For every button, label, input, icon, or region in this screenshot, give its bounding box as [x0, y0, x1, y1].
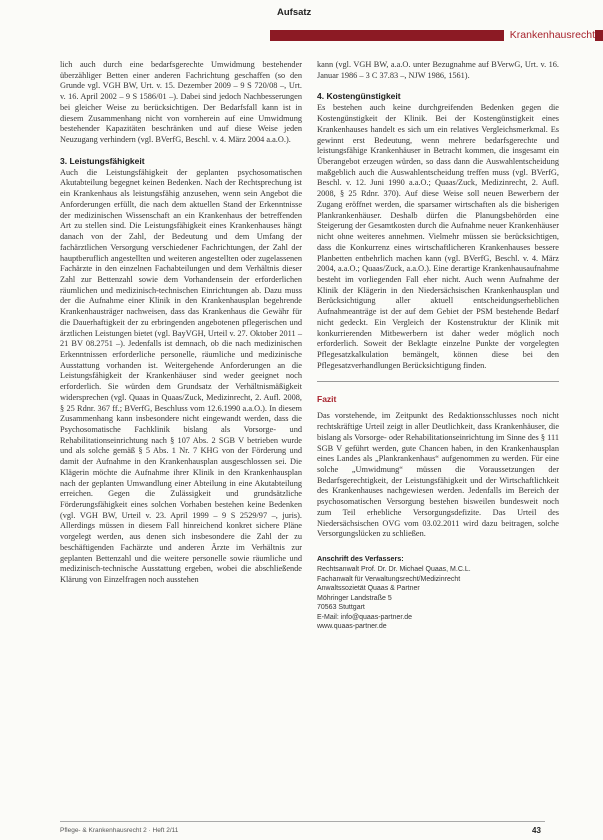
- paragraph: Es bestehen auch keine durchgreifenden Bedenken gegen die Kostengünstigkeit der Klinik. Bei der Kostengünstigkeit eines Krankenhauses handelt es sich um ein relatives Vergleichsmerkmal. Es gewinnt erst Bedeutung, wenn mehrere bedarfsgerechte und leistungsfähige Krankenhäuser in Betracht kommen, die insgesamt ein Überangebot erzeugen würden, so dass dann die Auswahlentscheidung maßgeblich auch die Auswahlentscheidung treffen muss (vgl. BVerfG, Beschl. v. 12. Juni 1990 a.a.O.; Quaas/Zuck, Medizinrecht, 2. Aufl. 2008, § 25 Rdnr. 370). Auf diese Weise soll neuen Bewerbern der Zugang eröffnet werden, die sparsamer wirtschaften als die bisherigen Plankrankenhäuser. Deshalb dürfen die Planungsbehörden eine Steigerung der Gesamtkosten durch die Aufnahme neuer Krankenhäuser nicht ohne weiteres annehmen. Vielmehr müssen sie berücksichtigen, dass die Konkurrenz eines wirtschaftlicheren Krankenhauses bessere Planbetten entbehrlich machen kann (vgl. BVerfG, Beschl. v. 4. März 2004, a.a.O.; Quaas/Zuck, a.a.O.). Eine derartige Krankenhausaufnahme besteht im vorliegenden Fall eher nicht. Auch wenn Aufnahme der Klinik der Klägerin in den Niedersächsischen Krankenhausplan und Berücksichtigung aller aktuell entscheidungserheblichen Aufnahmeanträge ist der auf dem Gebiet der PSM bestehende Bedarf nicht gedeckt. Ein Vergleich der Kostenstruktur der Klinik mit konkurrierenden Mitbewerbern ist daher weder möglich noch erforderlich. Soweit der Beklagte einzelne Punkte der vorgelegten Pflegesatzkalkulation bemängelt, können diese bei den Pflegesatzverhandlungen Berücksichtigung finden.: [317, 103, 559, 370]
- paragraph: kann (vgl. VGH BW, a.a.O. unter Bezugnahme auf BVerwG, Urt. v. 16. Januar 1986 – 3 C 37.83 –, NJW 1986, 1561).: [317, 60, 559, 80]
- right-column: [317, 60, 559, 632]
- author-website: www.quaas-partner.de: [317, 623, 387, 631]
- section-heading: 4. Kostengünstigkeit: [317, 91, 401, 102]
- paragraph: lich auch durch eine bedarfsgerechte Umwidmung bestehender überzähliger Betten einer anderen Fachrichtung geschaffen (so den Grunde vgl. VGH BW, Urt. v. 15. Dezember 2009 – 9 S 720/08 –, Urt. v. 16. April 2002 – 9 S 1586/01 –). Dabei sind jedoch Nachbesserungen bei gleicher Weise zu berücksichtigen. Der Bedarfsfall kann ist in diesem Zusammenhang nicht von vornherein auf eine Umwidmung bestehender Kapazitäten beschränken und auf diese Weise jeden Neuzugang verhindern (vgl. BVerfG, Beschl. v. 4. März 2004 a.a.O.).: [60, 60, 302, 145]
- author-email: E-Mail: info@quaas-partner.de: [317, 613, 413, 621]
- author-line: 70563 Stuttgart: [317, 604, 365, 612]
- header-label: Aufsatz: [277, 7, 312, 18]
- author-line: Fachanwalt für Verwaltungsrecht/Medizinrecht: [317, 575, 461, 583]
- footer-journal: Pflege- & Krankenhausrecht 2 · Heft 2/11: [60, 827, 179, 834]
- divider: [317, 381, 559, 382]
- author-line: Rechtsanwalt Prof. Dr. Dr. Michael Quaas, M.C.L.: [317, 566, 471, 574]
- author-heading: Anschrift des Verfassers:: [317, 554, 404, 564]
- author-address: [317, 565, 559, 632]
- author-line: Anwaltssozietät Quaas & Partner: [317, 585, 420, 593]
- author-line: Möhringer Landstraße 5: [317, 594, 392, 602]
- paragraph: Auch die Leistungsfähigkeit der geplanten psychosomatischen Akutabteilung begegnet keinen Bedenken. Nach der Rechtsprechung ist ein Krankenhaus als leistungsfähig anzusehen, wenn sein Angebot die Anforderungen erfüllt, die nach dem aktuellen Stand der Erkenntnisse der medizinischen Wissenschaft an ein Krankenhaus der betreffenden Art zu stellen sind. Die Leistungsfähigkeit eines Krankenhauses hängt danach von der Zahl, der Bedeutung und dem Umfang der fachärztlichen Versorgung verschiedener Fachrichtungen, der Zahl der hauptberuflich angestellten und weiteren angestellten oder zugelassenen Fachärzte in den einzelnen Fachabteilungen und dem Verhältnis dieser Zahl zur Bettenzahl sowie dem Vorhandensein der erforderlichen räumlichen und medizinisch-technischen Einrichtungen ab. Dazu muss der die Aufnahme einer Klinik in den Krankenhausplan begehrende Krankenhausträger nachweisen, dass das Krankenhaus die Gewähr für die Dauerhaftigkeit der zu erbringenden angebotenen pflegerischen und ärztlichen Leistungen bietet (vgl. BayVGH, Urteil v. 27. Oktober 2011 – 21 BV 08.2751 –). Jedenfalls ist demnach, ob die nach medizinischen Erkenntnissen erforderliche personelle, räumliche und medizinische Ausstattung vorhanden ist. Weitergehende Anforderungen an die Leistungsfähigkeit der Krankenhäuser sind weder geeignet noch erforderlich. Sie würden dem Grundsatz der Verhältnismäßigkeit widersprechen (vgl. Quaas in Quaas/Zuck, Medizinrecht, 2. Aufl. 2008, § 25 Rdnr. 367 ff.; BVerfG, Beschluss vom 12.6.1990 a.a.O.). In diesem Zusammenhang kann insbesondere nicht eingewandt werden, dass die Psychosomatische Fachklinik bislang als Vorsorge- und Rehabilitationseinrichtung nach § 107 Abs. 2 SGB V betrieben wurde und als solche gemäß § 5 Abs. 1 Nr. 7 KHG von der Förderung und damit der Aufnahme in den Krankenhausplan ausgeschlossen sei. Die Klägerin möchte die Aufnahme ihrer Klinik in den Krankenhausplan nach der geplanten Umwandlung einer Abteilung in eine Akutabteilung erreichen. Gegen die Zulässigkeit und grundsätzliche Förderungsfähigkeit eines solchen Vorhaben bestehen keine Bedenken (vgl. VGH BW, Urteil v. 23. April 1999 – 9 S 2529/97 –, juris). Allerdings müssen in diesem Fall hinreichend konkret sichere Pläne vorgelegt werden, aus denen sich insbesondere die Zahl der zu beschäftigenden Fachärzte und anderen Ärzte im Verhältnis zur geplanten Bettenzahl und die weitere personelle sowie räumliche und medizinisch-technische Ausstattung ergeben, wobei die abschließende Klärung von Einzelfragen noch ausstehen: [60, 167, 302, 585]
- header-section-title: Krankenhausrecht: [504, 28, 595, 42]
- fazit-paragraph: Das vorstehende, im Zeitpunkt des Redaktionsschlusses noch nicht rechtskräftige Urteil zeigt in aller Deutlichkeit, dass Krankenhäuser, die bislang als Vorsorge- oder Rehabilitationseinrichtung im Sinne des § 111 SGB V geführt werden, gute Chancen haben, in den Krankenhausplan eines Landes als „Plankrankenhaus“ aufgenommen zu werden. Für eine solche „Umwidmung“ müssen die Voraussetzungen der Bedarfsgerechtigkeit, der Leistungsfähigkeit und der Wirtschaftlichkeit des Krankenhauses nachgewiesen werden. Jedenfalls im Bereich der psychosomatischen Versorgung bestehen bisweilen bundesweit noch zum Teil erhebliche Versorgungsdefizite. Das Urteil des Niedersächsischen OVG vom 03.02.2011 wird dazu beitragen, solche Versorgungslücken zu schließen.: [317, 411, 559, 539]
- page-number: 43: [532, 826, 541, 835]
- footer-divider: [60, 821, 545, 822]
- fazit-heading: Fazit: [317, 394, 337, 405]
- left-column: [60, 60, 302, 586]
- section-heading: 3. Leistungsfähigkeit: [60, 155, 145, 166]
